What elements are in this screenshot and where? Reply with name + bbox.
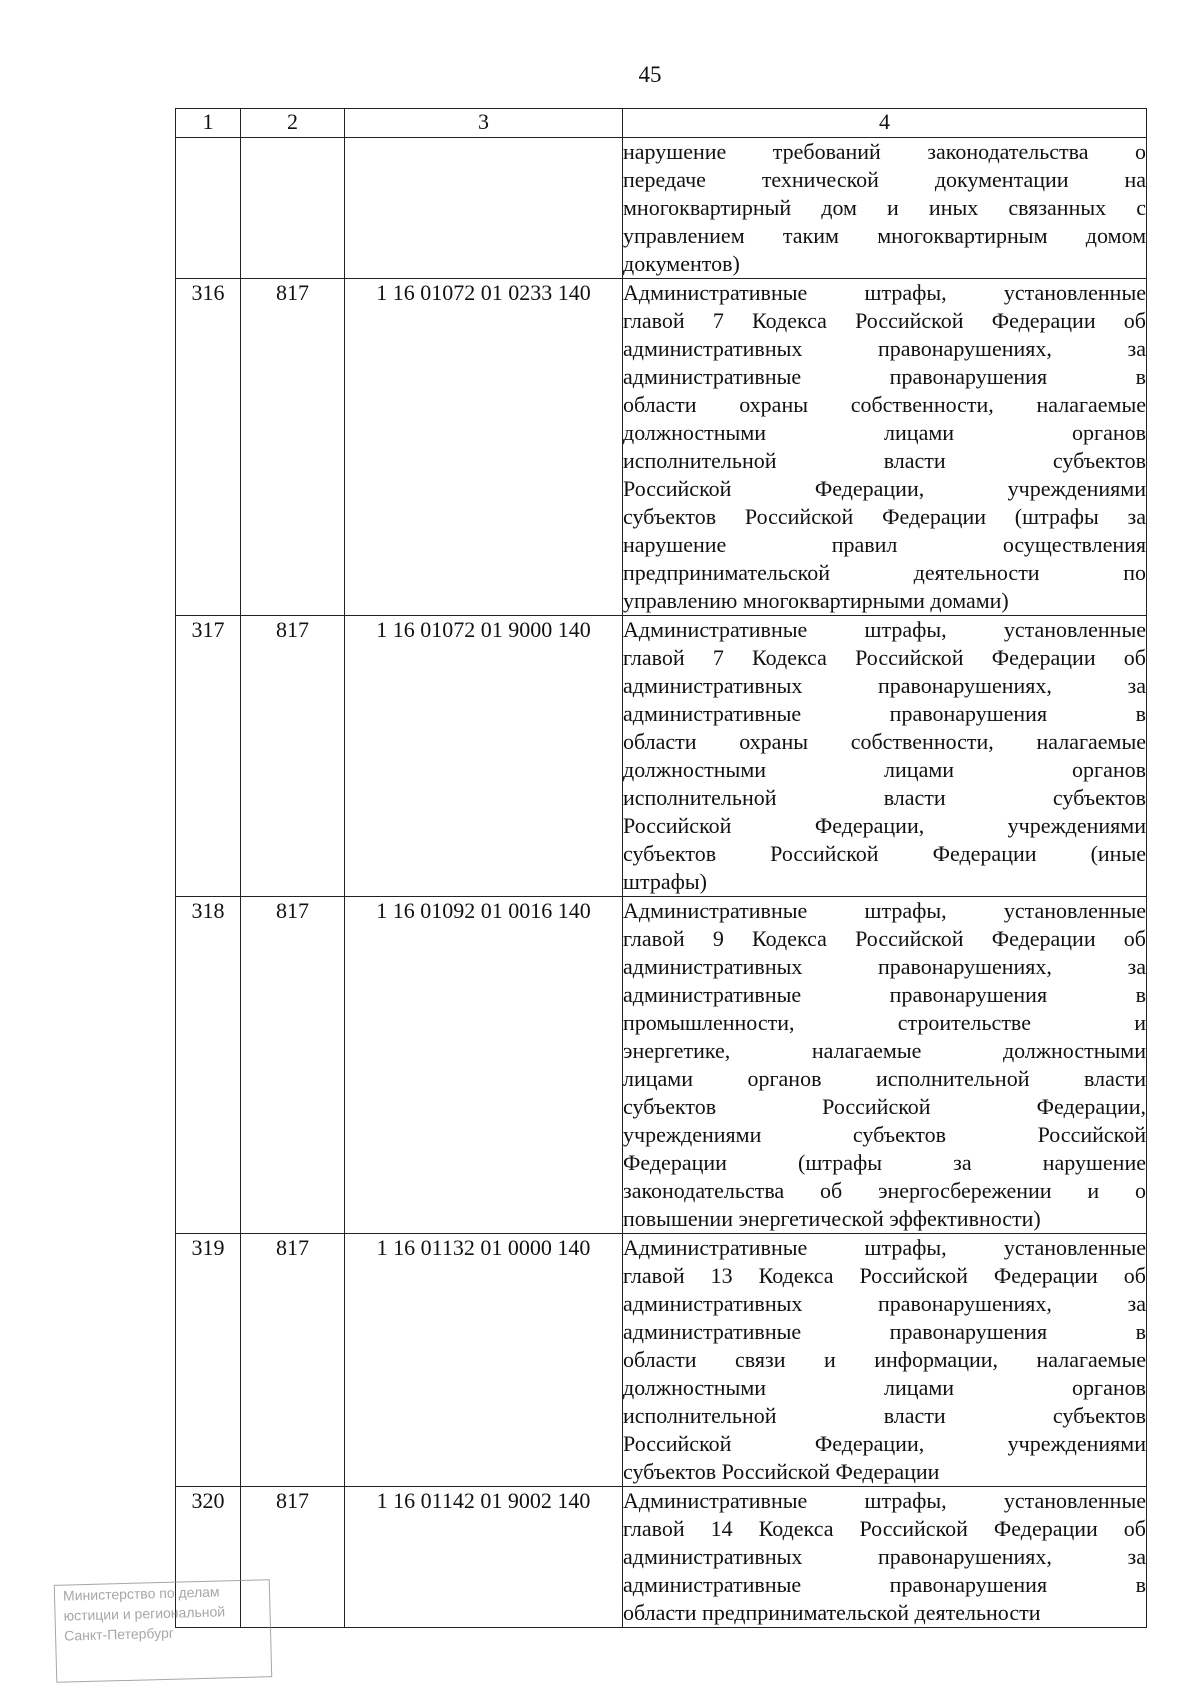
description-line: административных правонарушениях, за <box>623 1291 1146 1316</box>
description-cell <box>623 616 1147 897</box>
budget-code-cell: 1 16 01072 01 0233 140 <box>345 279 623 616</box>
description-line: главой 13 Кодекса Российской Федерации об <box>623 1263 1146 1288</box>
description-line: административных правонарушениях, за <box>623 336 1146 361</box>
description-line: законодательства об энергосбережении и о <box>623 1178 1146 1203</box>
description-line: нарушение правил осуществления <box>623 532 1146 557</box>
description-line: административных правонарушениях, за <box>623 1544 1146 1569</box>
description-line: штрафы) <box>623 869 707 894</box>
column-header-3: 3 <box>345 109 623 138</box>
row-number-cell: 318 <box>176 897 241 1234</box>
description-line: главой 14 Кодекса Российской Федерации об <box>623 1516 1146 1541</box>
description-line: Российской Федерации, учреждениями <box>623 1431 1146 1456</box>
table-row <box>176 897 1147 1234</box>
description-cell <box>623 138 1147 279</box>
description-line: административные правонарушения в <box>623 701 1146 726</box>
description-line: Административные штрафы, установленные <box>623 1488 1146 1513</box>
budget-codes-table <box>175 108 1147 1628</box>
description-line: области охраны собственности, налагаемые <box>623 729 1146 754</box>
description-line: субъектов Российской Федерации <box>623 1459 940 1484</box>
admin-code-cell: 817 <box>241 1487 345 1628</box>
description-line: административные правонарушения в <box>623 1572 1146 1597</box>
description-line: Федерации (штрафы за нарушение <box>623 1150 1146 1175</box>
description-line: промышленности, строительстве и <box>623 1010 1146 1035</box>
registration-stamp <box>54 1579 272 1683</box>
description-cell <box>623 1234 1147 1487</box>
row-number-cell: 317 <box>176 616 241 897</box>
description-line: должностными лицами органов <box>623 757 1146 782</box>
budget-code-cell: 1 16 01092 01 0016 140 <box>345 897 623 1234</box>
admin-code-cell: 817 <box>241 279 345 616</box>
budget-code-cell: 1 16 01072 01 9000 140 <box>345 616 623 897</box>
stamp-line: Санкт-Петербург <box>63 1624 175 1644</box>
description-line: главой 9 Кодекса Российской Федерации об <box>623 926 1146 951</box>
description-line: Административные штрафы, установленные <box>623 898 1146 923</box>
description-cell <box>623 279 1147 616</box>
row-number-cell: 320 <box>176 1487 241 1628</box>
page-number: 45 <box>638 62 662 87</box>
table-body <box>176 138 1147 1628</box>
table-row <box>176 138 1147 279</box>
description-cell <box>623 897 1147 1234</box>
description-line: должностными лицами органов <box>623 420 1146 445</box>
budget-code-cell: 1 16 01142 01 9002 140 <box>345 1487 623 1628</box>
table-row <box>176 1487 1147 1628</box>
description-line: Российской Федерации, учреждениями <box>623 476 1146 501</box>
admin-code-cell: 817 <box>241 1234 345 1487</box>
description-line: нарушение требований законодательства о <box>623 139 1146 164</box>
budget-code-cell: 1 16 01132 01 0000 140 <box>345 1234 623 1487</box>
description-line: исполнительной власти субъектов <box>623 1403 1146 1428</box>
description-cell <box>623 1487 1147 1628</box>
description-line: области связи и информации, налагаемые <box>623 1347 1146 1372</box>
description-line: должностными лицами органов <box>623 1375 1146 1400</box>
description-line: административные правонарушения в <box>623 364 1146 389</box>
row-number-cell <box>176 138 241 279</box>
description-line: субъектов Российской Федерации (штрафы за <box>623 504 1146 529</box>
description-line: передаче технической документации на <box>623 167 1146 192</box>
description-line: учреждениями субъектов Российской <box>623 1122 1146 1147</box>
column-header-1: 1 <box>176 109 241 138</box>
column-header-2: 2 <box>241 109 345 138</box>
description-line: повышении энергетической эффективности) <box>623 1206 1041 1231</box>
table-header-row <box>176 109 1147 138</box>
table-row <box>176 616 1147 897</box>
row-number-cell: 316 <box>176 279 241 616</box>
table-row <box>176 1234 1147 1487</box>
description-line: многоквартирный дом и иных связанных с <box>623 195 1146 220</box>
description-line: управлением таким многоквартирным домом <box>623 223 1146 248</box>
description-line: Российской Федерации, учреждениями <box>623 813 1146 838</box>
description-line: главой 7 Кодекса Российской Федерации об <box>623 645 1146 670</box>
description-line: Административные штрафы, установленные <box>623 1235 1146 1260</box>
description-line: энергетике, налагаемые должностными <box>623 1038 1146 1063</box>
description-line: субъектов Российской Федерации, <box>623 1094 1146 1119</box>
description-line: области охраны собственности, налагаемые <box>623 392 1146 417</box>
admin-code-cell: 817 <box>241 616 345 897</box>
table-row <box>176 279 1147 616</box>
description-line: административные правонарушения в <box>623 1319 1146 1344</box>
description-line: административных правонарушениях, за <box>623 954 1146 979</box>
description-line: административных правонарушениях, за <box>623 673 1146 698</box>
column-header-4: 4 <box>623 109 1147 138</box>
budget-code-cell <box>345 138 623 279</box>
description-line: административные правонарушения в <box>623 982 1146 1007</box>
stamp-line: Министерство по делам <box>62 1583 220 1604</box>
description-line: лицами органов исполнительной власти <box>623 1066 1146 1091</box>
description-line: главой 7 Кодекса Российской Федерации об <box>623 308 1146 333</box>
admin-code-cell <box>241 138 345 279</box>
description-line: субъектов Российской Федерации (иные <box>623 841 1146 866</box>
row-number-cell: 319 <box>176 1234 241 1487</box>
description-line: исполнительной власти субъектов <box>623 785 1146 810</box>
description-line: документов) <box>623 251 740 276</box>
description-line: исполнительной власти субъектов <box>623 448 1146 473</box>
description-line: предпринимательской деятельности по <box>623 560 1146 585</box>
stamp-line: юстиции и региональной <box>63 1603 226 1624</box>
description-line: управлению многоквартирными домами) <box>623 588 1009 613</box>
description-line: Административные штрафы, установленные <box>623 280 1146 305</box>
description-line: Административные штрафы, установленные <box>623 617 1146 642</box>
admin-code-cell: 817 <box>241 897 345 1234</box>
description-line: области предпринимательской деятельности <box>623 1600 1041 1625</box>
